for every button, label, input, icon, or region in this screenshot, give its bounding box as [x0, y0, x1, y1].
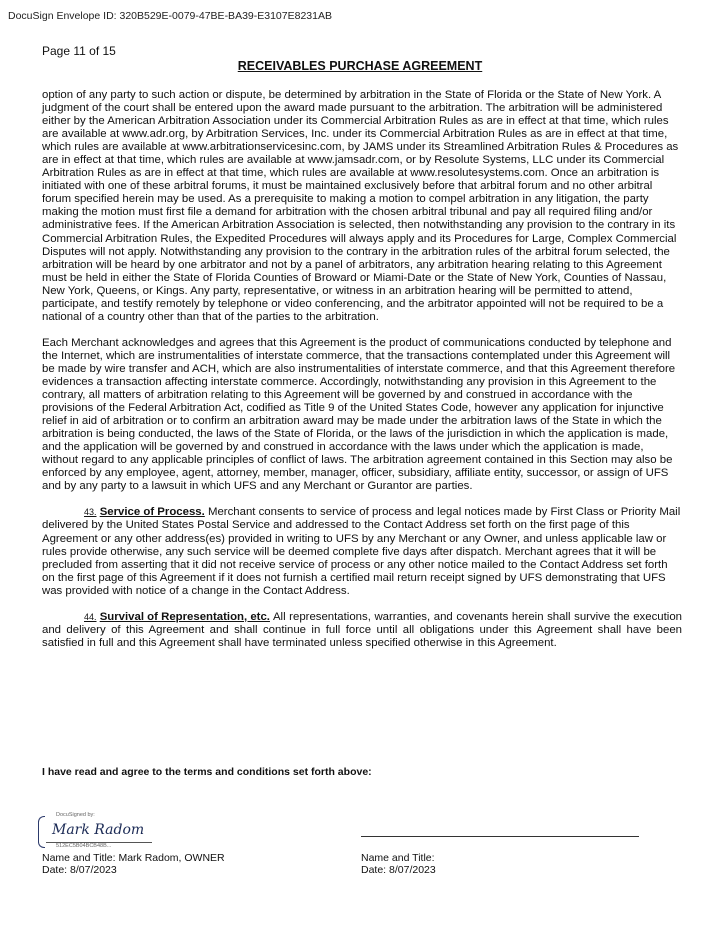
signature-hash: 512EC5B04BCB48B... [56, 843, 112, 849]
right-signer-block [361, 852, 436, 876]
right-date: Date: 8/07/2023 [361, 864, 436, 876]
section-43-text: Merchant consents to service of process and legal notices made by First Class or Priority Mail delivered by the United States Postal Service and addressed to the Contact Address set forth on the first page of this Agreement or any other address(es) provided in writing to UFS by any Merchant or any Owner, and unless applicable law or rules provide otherwise, any such service will be deemed complete five days after dispatch. Merchant agrees that it will be precluded from asserting that it did not receive service of process or any other notice mailed to the Contact Address set forth on the first page of this Agreement if it does not furnish a certified mail return receipt signed by UFS demonstrating that UFS was provided with notice of a change in the Contact Address. [42, 506, 681, 597]
document-title: RECEIVABLES PURCHASE AGREEMENT [237, 59, 483, 73]
page-number: Page 11 of 15 [42, 44, 116, 58]
left-signer-block [42, 852, 225, 876]
second-signature-line [361, 836, 639, 837]
arbitration-paragraph: option of any party to such action or dispute, be determined by arbitration in the State of Florida or the State of New York. A judgment of the court shall be entered upon the award made pursuant to the arbitration. The arbitration will be administered either by the American Arbitration Association under its Commercial Arbitration Rules as are in effect at that time, which rules are available at www.adr.org, by Arbitration Services, Inc. under its Commercial Arbitration Rules as are in effect at that time, which rules are available at www.arbitrationservicesinc.com, by JAMS under its Streamlined Arbitration Rules & Procedures as are in effect at that time, which rules are available at www.jamsadr.com, or by Resolute Systems, LLC under its Commercial Arbitration Rules as are in effect at that time, which rules are available at www.resolutesystems.com. Once an arbitration is initiated with one of these arbitral forums, it must be maintained exclusively before that arbitral forum and no other arbitral forum specified herein may be used. As a prerequisite to making a motion to compel arbitration in any litigation, the party making the motion must first file a demand for arbitration with the chosen arbitral tribunal and pay all required filing and/or administrative fees. If the American Arbitration Association is selected, then notwithstanding any provision to the contrary in its Commercial Arbitration Rules, the Expedited Procedures will always apply and its Procedures for Large, Complex Commercial Disputes will not apply. Notwithstanding any provision to the contrary in the arbitration rules of the arbitral forum selected, the arbitration will be heard by one arbitrator and not by a panel of arbitrators, any arbitration hearing relating to this Agreement must be held in either the State of Florida Counties of Broward or Miami-Date or the State of New York, Counties of Nassau, New York, Queens, or Kings. Any party, representative, or witness in an arbitration hearing will be permitted to attend, participate, and testify remotely by telephone or video conferencing, and the arbitrator appointed will not be required to be a national of a country other than that of the parties to the arbitration. [42, 89, 679, 323]
left-date: Date: 8/07/2023 [42, 864, 117, 876]
section-43-number: 43. [84, 507, 97, 518]
agree-statement: I have read and agree to the terms and conditions set forth above: [42, 766, 372, 778]
envelope-id: DocuSign Envelope ID: 320B529E-0079-47BE-BA39-E3107E8231AB [8, 10, 332, 22]
signature-script: Mark Radom [52, 822, 145, 838]
section-43 [42, 506, 682, 597]
section-44 [42, 611, 682, 650]
section-44-text: All representations, warranties, and covenants herein shall survive the execution and delivery of this Agreement and shall continue in full force until all obligations under this Agreement shall have been satisfied in full and this Agreement shall have terminated unless specified otherwise in this Agreement. [42, 610, 682, 649]
docusign-signature [38, 812, 158, 848]
right-name-title: Name and Title: [361, 852, 435, 864]
docusigned-label: DocuSigned by: [56, 812, 95, 818]
interstate-commerce-paragraph: Each Merchant acknowledges and agrees that this Agreement is the product of communications conducted by telephone and the Internet, which are instrumentalities of interstate commerce, that the transactions contemplated under this Agreement will be made by wire transfer and ACH, which are also instrumentalities of interstate commerce, and that this Agreement therefore evidences a transaction affecting interstate commerce. Accordingly, notwithstanding any provision in this Agreement to the contrary, all matters of arbitration relating to this Agreement will be governed by and construed in accordance with the provisions of the Federal Arbitration Act, codified as Title 9 of the United States Code, however any application for injunctive relief in aid of arbitration or to confirm an arbitration award may be made under the arbitration laws of the State in which the arbitration is being conducted, the laws of the State of Florida, or the laws of the jurisdiction in which the application is made, and the application will be governed by and construed in accordance with the laws under which the application is made, without regard to any applicable principles of conflict of laws. The arbitration agreement contained in this Section may also be enforced by any employee, agent, attorney, member, manager, officer, subsidiary, affiliate entity, successor, or assign of UFS and by any party to a lawsuit in which UFS and any Merchant or Gurantor are parties. [42, 336, 676, 493]
section-44-title: Survival of Representation, etc. [99, 610, 270, 623]
section-43-title: Service of Process. [99, 506, 205, 519]
left-name-title: Name and Title: Mark Radom, OWNER [42, 852, 225, 864]
agreement-body [42, 89, 682, 663]
section-44-number: 44. [84, 611, 97, 622]
signature-bracket [38, 816, 45, 848]
